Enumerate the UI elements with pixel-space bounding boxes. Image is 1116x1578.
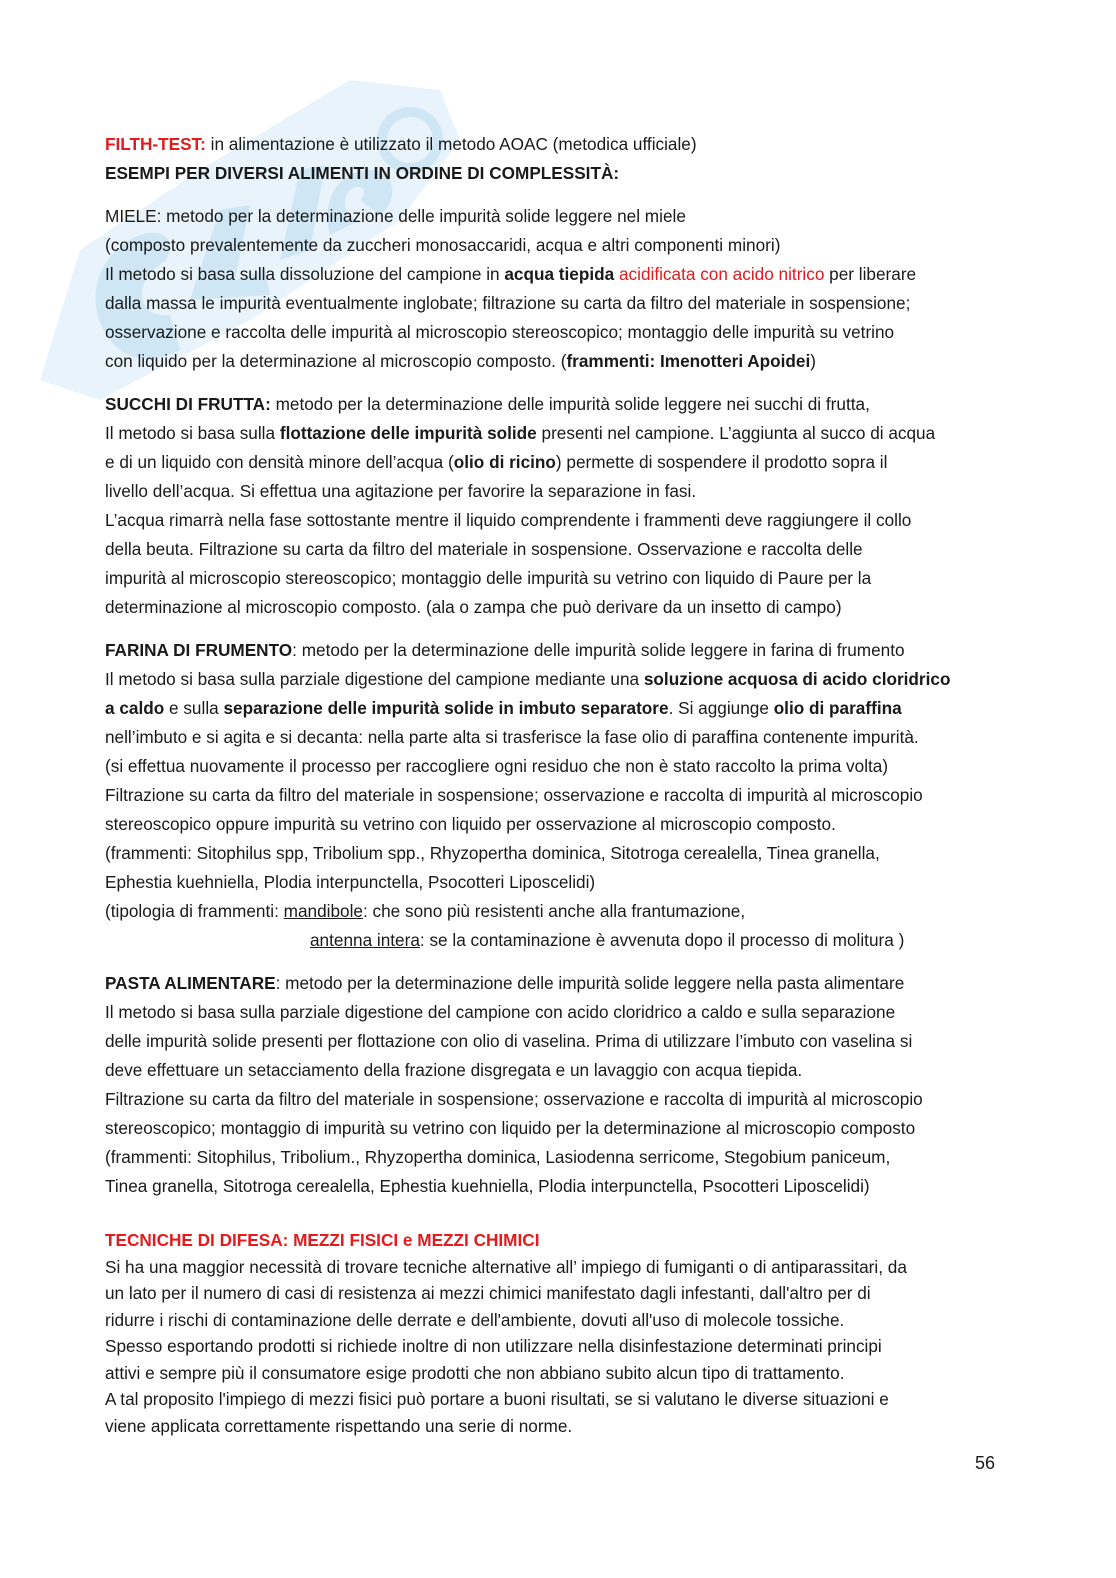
page-number: 56 [975, 1453, 996, 1473]
succhi-label: SUCCHI DI FRUTTA: [105, 394, 271, 414]
section-difesa: TECNICHE DI DIFESA: MEZZI FISICI e MEZZI CHIMICI Si ha una maggior necessità di trovare tecniche alternative all’ impiego di fumiganti o di antiparassitari, da un lato per il numero di casi di resistenza ai mezzi chimici manifestato dagli infestanti, dall'altro per di ridurre i rischi di contaminazione delle derrate e dell'ambiente, dovuti all'uso di molecole tossiche. Spesso esportando prodotti si richiede inoltre di non utilizzare nella disinfestazione determinati principi attivi e sempre più il consumatore esige prodotti che non abbiano subito alcun tipo di trattamento. A tal proposito l'impiego di mezzi fisici può portare a buoni risultati, se si valutano le diverse situazioni e viene applicata correttamente rispettando una serie di norme. [105, 1227, 1010, 1439]
section-miele: MIELE: metodo per la determinazione delle impurità solide leggere nel miele (composto prevalentemente da zuccheri monosaccaridi, acqua e altri componenti minori) Il metodo si basa sulla dissoluzione del campione in acqua tiepida acidificata con acido nitrico per liberare dalla massa le impurità eventualmente inglobate; filtrazione su carta da filtro del materiale in sospensione; osservazione e raccolta delle impurità al microscopio stereoscopico; montaggio delle impurità su vetrino con liquido per la determinazione al microscopio composto. (frammenti: Imenotteri Apoidei) [105, 206, 917, 371]
section-succhi: SUCCHI DI FRUTTA: metodo per la determinazione delle impurità solide leggere nei succhi di frutta, Il metodo si basa sulla flottazione delle impurità solide presenti nel campione. L’aggiunta al succo di acqua e di un liquido con densità minore dell’acqua (olio di ricino) permette di sospendere il prodotto sopra il livello dell’acqua. Si effettua una agitazione per favorire la separazione in fasi. L’acqua rimarrà nella fase sottostante mentre il liquido comprendente i frammenti deve raggiungere il collo della beuta. Filtrazione su carta da filtro del materiale in sospensione. Osservazione e raccolta delle impurità al microscopio stereoscopico; montaggio delle impurità su vetrino con liquido di Paure per la determinazione al microscopio composto. (ala o zampa che può derivare da un insetto di campo) [105, 394, 936, 617]
filth-test-label: FILTH-TEST: [105, 134, 206, 154]
examples-heading: ESEMPI PER DIVERSI ALIMENTI IN ORDINE DI COMPLESSITÀ: [105, 163, 620, 183]
pasta-label: PASTA ALIMENTARE [105, 973, 276, 993]
farina-label: FARINA DI FRUMENTO [105, 640, 293, 660]
miele-label: MIELE [105, 206, 157, 226]
document-page [105, 130, 1010, 1439]
section-pasta: PASTA ALIMENTARE: metodo per la determinazione delle impurità solide leggere nella pasta alimentare Il metodo si basa sulla parziale digestione del campione con acido cloridrico a caldo e sulla separazione delle impurità solide presenti per flottazione con olio di vaselina. Prima di utilizzare l’imbuto con vaselina si deve effettuare un setacciamento della frazione disgregata e un lavaggio con acqua tiepida. Filtrazione su carta da filtro del materiale in sospensione; osservazione e raccolta di impurità al microscopio stereoscopico; montaggio di impurità su vetrino con liquido per la determinazione al microscopio composto (frammenti: Sitophilus, Tribolium., Rhyzopertha dominica, Lasiodenna serricome, Stegobium paniceum, Tinea granella, Sitotroga cerealella, Ephestia kuehniella, Plodia interpunctella, Psocotteri Liposcelidi) [105, 973, 923, 1196]
section-farina: FARINA DI FRUMENTO: metodo per la determinazione delle impurità solide leggere in farina di frumento Il metodo si basa sulla parziale digestione del campione mediante una soluzione acquosa di acido cloridrico a caldo e sulla separazione delle impurità solide in imbuto separatore. Si aggiunge olio di paraffina nell’imbuto e si agita e si decanta: nella parte alta si trasferisce la fase olio di paraffina contenente impurità. (si effettua nuovamente il processo per raccogliere ogni residuo che non è stato raccolto la prima volta) Filtrazione su carta da filtro del materiale in sospensione; osservazione e raccolta di impurità al microscopio stereoscopico oppure impurità su vetrino con liquido per osservazione al microscopio composto. (frammenti: Sitophilus spp, Tribolium spp., Rhyzopertha dominica, Sitotroga cerealella, Tinea granella, Ephestia kuehniella, Plodia interpunctella, Psocotteri Liposcelidi) (tipologia di frammenti: mandibole: che sono più resistenti anche alla frantumazione, antenna intera: se la contaminazione è avvenuta dopo il processo di molitura ) [105, 640, 951, 950]
difesa-heading: TECNICHE DI DIFESA: MEZZI FISICI e MEZZI CHIMICI [105, 1230, 540, 1250]
filth-test-line: FILTH-TEST: in alimentazione è utilizzato il metodo AOAC (metodica ufficiale) [105, 134, 697, 154]
